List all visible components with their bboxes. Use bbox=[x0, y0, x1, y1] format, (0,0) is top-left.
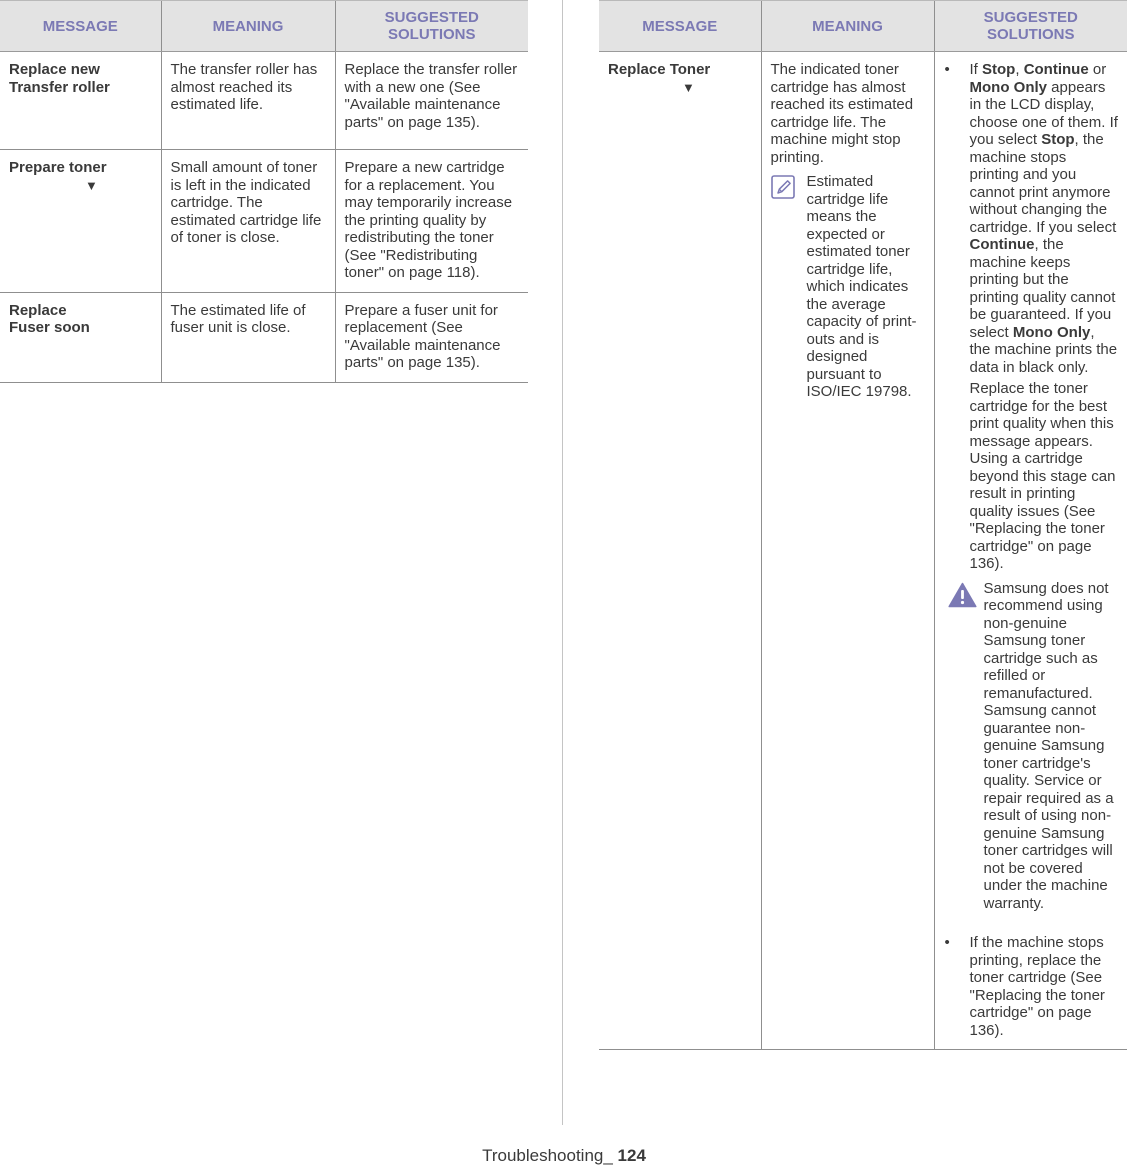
table-row bbox=[0, 52, 528, 150]
left-message-table bbox=[0, 0, 528, 383]
message-text: Prepare toner bbox=[9, 159, 107, 176]
warning-text: Samsung does not recommend using non-genuine Samsung toner cartridge such as refilled or remanufactured. Samsung cannot guarantee non-genuine Samsung toner cartridge's quality. Service or repair required as a result of using non-genuine Samsung toner cartridges will not be covered under the machine warranty. bbox=[983, 579, 1114, 912]
message-cell bbox=[0, 150, 161, 293]
message-cell bbox=[0, 52, 161, 150]
meaning-cell: Small amount of toner is left in the indicated cartridge. The estimated cartridge life of toner is close. bbox=[161, 150, 335, 293]
bullet-body bbox=[970, 61, 1120, 573]
note-block bbox=[771, 173, 926, 401]
meaning-cell: The transfer roller has almost reached its estimated life. bbox=[161, 52, 335, 150]
message-text: Replace new bbox=[9, 61, 100, 78]
warning-triangle-icon bbox=[944, 580, 984, 913]
table-row bbox=[599, 52, 1127, 1050]
table-header-row bbox=[0, 1, 528, 52]
header-solutions bbox=[335, 1, 528, 52]
down-arrow-icon: ▼ bbox=[85, 177, 98, 193]
meaning-cell: The estimated life of fuser unit is close. bbox=[161, 292, 335, 382]
bullet-text bbox=[970, 61, 1120, 376]
meaning-text: The indicated toner cartridge has almost reached its estimated cartridge life. The machine might stop printing. bbox=[770, 61, 914, 166]
text-run: , the machine stops printing and you cannot print anymore without changing the cartridge. If you select bbox=[969, 131, 1117, 236]
text-run: , the machine prints the data in black only. bbox=[969, 323, 1118, 376]
solution-cell: Prepare a new cartridge for a replacement. You may temporarily increase the printing quality by redistributing the toner (See "Redistributing toner" on page 118). bbox=[335, 150, 528, 293]
solution-cell bbox=[934, 52, 1127, 1050]
list-item bbox=[944, 934, 1120, 1039]
meaning-cell bbox=[761, 52, 934, 1050]
continue-option-label: Continue bbox=[969, 236, 1035, 253]
footer-section: Troubleshooting_ bbox=[482, 1146, 618, 1165]
bullet-icon: • bbox=[944, 934, 950, 951]
header-solutions bbox=[934, 1, 1127, 52]
solution-cell: Replace the transfer roller with a new one (See "Available maintenance parts" on page 135). bbox=[335, 52, 528, 150]
message-cell bbox=[599, 52, 761, 1050]
pencil-note-icon bbox=[771, 173, 807, 401]
message-text: Replace bbox=[9, 301, 67, 319]
bullet-icon: • bbox=[944, 61, 950, 78]
mono-only-option-label: Mono Only bbox=[969, 78, 1047, 96]
text-run: or bbox=[1088, 61, 1107, 78]
note-text: Estimated cartridge life means the expected or estimated toner cartridge life, which indicates the average capacity of print-outs and is designed pursuant to ISO/IEC 19798. bbox=[806, 173, 917, 400]
text-run: appears in the LCD display, choose one of them. If you select bbox=[969, 78, 1118, 148]
mono-only-option-label: Mono Only bbox=[1012, 323, 1091, 341]
column-divider bbox=[562, 0, 563, 1125]
right-message-table bbox=[599, 0, 1127, 1050]
text-run: , the machine keeps printing but the printing quality cannot be guaranteed. If you select bbox=[969, 236, 1116, 341]
table-row bbox=[0, 150, 528, 293]
page-footer bbox=[0, 1146, 1128, 1166]
down-arrow-icon: ▼ bbox=[682, 79, 695, 95]
header-solutions-line1: SUGGESTED bbox=[384, 9, 479, 26]
page-number: 124 bbox=[617, 1146, 646, 1165]
header-message: MESSAGE bbox=[0, 1, 161, 52]
message-text: Replace Toner bbox=[608, 61, 711, 78]
message-text: Fuser soon bbox=[9, 319, 90, 336]
bullet-text: If the machine stops printing, replace the toner cartridge (See "Replacing the toner cartridge" on page 136). bbox=[969, 934, 1105, 1039]
header-meaning: MEANING bbox=[761, 1, 934, 52]
header-solutions-line2: SOLUTIONS bbox=[986, 26, 1075, 43]
list-item bbox=[944, 61, 1120, 573]
replace-paragraph: Replace the toner cartridge for the best print quality when this message appears. Using a cartridge beyond this stage can result in printing quality issues (See "Replacing the toner cartridge" on page 136). bbox=[969, 380, 1116, 572]
header-solutions-line1: SUGGESTED bbox=[983, 9, 1078, 26]
table-row bbox=[0, 292, 528, 382]
message-text: Transfer roller bbox=[9, 78, 110, 96]
message-cell bbox=[0, 292, 161, 382]
header-message: MESSAGE bbox=[599, 1, 761, 52]
header-solutions-line2: SOLUTIONS bbox=[387, 26, 476, 43]
stop-option-label: Stop bbox=[982, 61, 1016, 78]
warning-block bbox=[944, 580, 1120, 913]
text-run: If bbox=[969, 61, 983, 78]
table-header-row bbox=[599, 1, 1127, 52]
header-meaning: MEANING bbox=[161, 1, 335, 52]
solution-cell: Prepare a fuser unit for replacement (See "Available maintenance parts" on page 135). bbox=[335, 292, 528, 382]
text-run: , bbox=[1015, 61, 1024, 78]
stop-option-label: Stop bbox=[1041, 131, 1075, 148]
continue-option-label: Continue bbox=[1023, 61, 1089, 78]
